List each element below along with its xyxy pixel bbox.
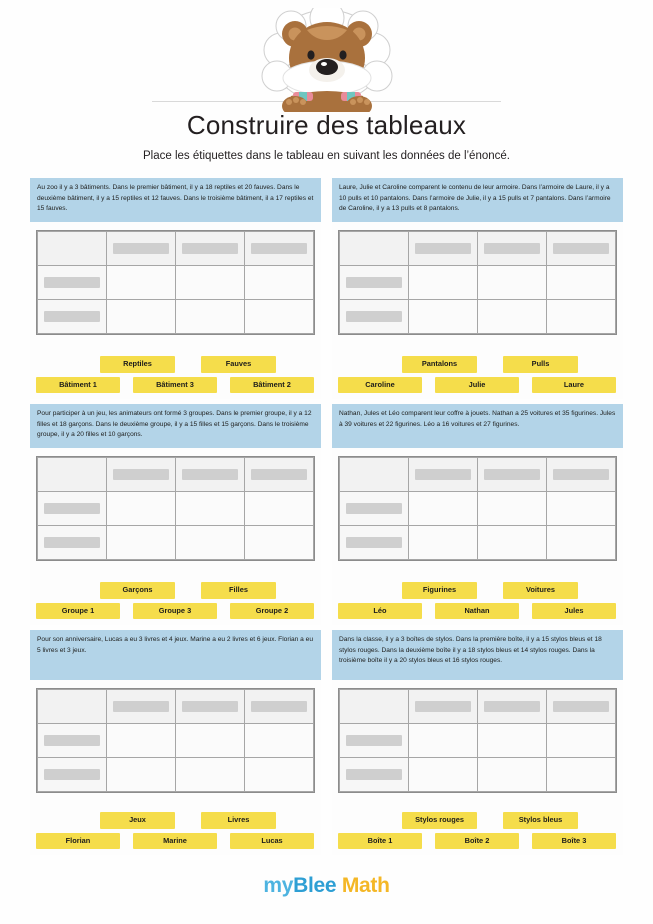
drop-slot: [415, 469, 471, 480]
drop-table-wrapper: [338, 230, 617, 335]
label-tag[interactable]: Julie: [435, 377, 519, 393]
drop-slot: [553, 701, 609, 712]
label-tags: [36, 352, 315, 393]
table-cell: [107, 300, 176, 334]
table-cell-corner: [340, 232, 409, 266]
exercise-statement: Pour son anniversaire, Lucas a eu 3 livres et 4 jeux. Marine a eu 2 livres et 6 jeux. Florian a eu 5 livres et 3 jeux.: [30, 630, 321, 680]
table-cell: [409, 492, 478, 526]
label-tag[interactable]: Florian: [36, 833, 120, 849]
drop-slot: [346, 311, 402, 322]
table-row: [38, 492, 314, 526]
drop-zone-header-1[interactable]: [107, 690, 176, 724]
table-cell: [107, 724, 176, 758]
table-cell: [176, 300, 245, 334]
label-tag[interactable]: Groupe 1: [36, 603, 120, 619]
label-tag[interactable]: Filles: [201, 582, 276, 598]
label-tag[interactable]: Marine: [133, 833, 217, 849]
label-tags: [338, 352, 617, 393]
drop-slot: [113, 243, 169, 254]
label-tag-row-bottom: [338, 833, 617, 849]
label-tag[interactable]: Bâtiment 2: [230, 377, 314, 393]
drop-slot: [251, 243, 307, 254]
drop-slot: [346, 277, 402, 288]
label-tag[interactable]: Groupe 2: [230, 603, 314, 619]
table-cell: [547, 266, 616, 300]
drop-zone-row-1[interactable]: [38, 492, 107, 526]
drop-table-wrapper: [36, 230, 315, 335]
table-cell: [547, 492, 616, 526]
table-cell: [176, 526, 245, 560]
drop-zone-row-1[interactable]: [340, 492, 409, 526]
table-cell: [107, 266, 176, 300]
drop-slot: [484, 469, 540, 480]
table-row: [340, 690, 616, 724]
table-row: [340, 266, 616, 300]
label-tag[interactable]: Bâtiment 1: [36, 377, 120, 393]
table-row: [38, 300, 314, 334]
page-subtitle: Place les étiquettes dans le tableau en suivant les données de l’énoncé.: [143, 150, 510, 162]
drop-zone-header-3[interactable]: [245, 458, 314, 492]
label-tag-row-top: [338, 356, 617, 372]
table-row: [38, 690, 314, 724]
label-tag-row-bottom: [36, 377, 315, 393]
label-tag-row-top: [36, 356, 315, 372]
exercise-anniversaire: [30, 630, 321, 855]
table-cell: [409, 526, 478, 560]
drop-zone-row-2[interactable]: [340, 526, 409, 560]
drop-slot: [44, 311, 100, 322]
table-cell: [107, 758, 176, 792]
label-tag[interactable]: Garçons: [100, 582, 175, 598]
table-cell: [245, 266, 314, 300]
label-tags: [338, 578, 617, 619]
table-row: [340, 492, 616, 526]
table-cell: [245, 300, 314, 334]
label-tag[interactable]: Boîte 1: [338, 833, 422, 849]
drop-zone-row-1[interactable]: [340, 724, 409, 758]
drop-slot: [251, 469, 307, 480]
label-tag[interactable]: Figurines: [402, 582, 477, 598]
drop-table: [339, 457, 616, 560]
label-tag[interactable]: Stylos bleus: [503, 812, 578, 828]
drop-zone-header-2[interactable]: [176, 232, 245, 266]
drop-slot: [251, 701, 307, 712]
table-cell: [409, 266, 478, 300]
label-tag-row-bottom: [338, 377, 617, 393]
logo-text-my: my: [263, 874, 294, 897]
label-tag[interactable]: Nathan: [435, 603, 519, 619]
drop-zone-header-3[interactable]: [547, 232, 616, 266]
drop-slot: [553, 469, 609, 480]
label-tag-row-bottom: [338, 603, 617, 619]
label-tag[interactable]: Voitures: [503, 582, 578, 598]
drop-slot: [553, 243, 609, 254]
table-cell: [409, 724, 478, 758]
table-cell: [478, 266, 547, 300]
drop-slot: [44, 735, 100, 746]
drop-zone-row-1[interactable]: [340, 266, 409, 300]
table-cell: [107, 492, 176, 526]
table-row: [340, 232, 616, 266]
table-cell: [176, 724, 245, 758]
label-tag-row-bottom: [36, 603, 315, 619]
table-row: [340, 724, 616, 758]
label-tag[interactable]: Boîte 3: [532, 833, 616, 849]
drop-slot: [44, 277, 100, 288]
drop-zone-row-1[interactable]: [38, 266, 107, 300]
drop-zone-row-2[interactable]: [38, 758, 107, 792]
drop-table-wrapper: [338, 456, 617, 561]
exercise-jouets: [332, 404, 623, 625]
label-tag[interactable]: Fauves: [201, 356, 276, 372]
table-row: [38, 458, 314, 492]
drop-zone-row-2[interactable]: [340, 300, 409, 334]
drop-slot: [484, 243, 540, 254]
bear-mascot-icon: [247, 8, 407, 112]
table-row: [340, 758, 616, 792]
drop-zone-header-3[interactable]: [245, 690, 314, 724]
table-cell: [245, 758, 314, 792]
table-row: [38, 758, 314, 792]
drop-zone-row-2[interactable]: [38, 300, 107, 334]
table-cell: [547, 724, 616, 758]
table-cell-corner: [340, 690, 409, 724]
page-title: Construire des tableaux: [186, 110, 467, 140]
table-cell-corner: [38, 232, 107, 266]
table-row: [340, 458, 616, 492]
drop-zone-header-2[interactable]: [176, 690, 245, 724]
drop-table: [339, 231, 616, 334]
drop-table-wrapper: [338, 688, 617, 793]
table-row: [38, 232, 314, 266]
table-cell: [478, 526, 547, 560]
label-tag[interactable]: Boîte 2: [435, 833, 519, 849]
table-cell: [478, 758, 547, 792]
drop-zone-header-1[interactable]: [107, 232, 176, 266]
table-row: [340, 300, 616, 334]
drop-zone-header-1[interactable]: [409, 232, 478, 266]
drop-zone-header-1[interactable]: [107, 458, 176, 492]
label-tag[interactable]: Lucas: [230, 833, 314, 849]
label-tags: [36, 578, 315, 619]
drop-zone-row-2[interactable]: [38, 526, 107, 560]
table-cell-corner: [340, 458, 409, 492]
table-row: [38, 526, 314, 560]
drop-table-wrapper: [36, 688, 315, 793]
table-cell: [176, 492, 245, 526]
drop-table: [37, 689, 314, 792]
label-tag-row-top: [36, 812, 315, 828]
label-tag[interactable]: Groupe 3: [133, 603, 217, 619]
label-tags: [338, 808, 617, 849]
table-cell: [478, 300, 547, 334]
table-cell: [547, 300, 616, 334]
logo-text-blee: Blee: [293, 874, 337, 897]
table-row: [340, 526, 616, 560]
worksheet-header: [0, 0, 653, 172]
table-cell: [478, 724, 547, 758]
table-row: [38, 724, 314, 758]
drop-slot: [113, 701, 169, 712]
exercise-grid: [30, 178, 623, 855]
drop-zone-header-3[interactable]: [547, 690, 616, 724]
table-row: [38, 266, 314, 300]
label-tag[interactable]: Pantalons: [402, 356, 477, 372]
label-tag-row-top: [338, 812, 617, 828]
table-cell-corner: [38, 690, 107, 724]
myblee-math-logo: [0, 874, 653, 898]
exercise-groupes: [30, 404, 321, 625]
drop-slot: [44, 537, 100, 548]
drop-slot: [415, 701, 471, 712]
exercise-stylos: [332, 630, 623, 855]
drop-zone-header-2[interactable]: [478, 232, 547, 266]
drop-slot: [182, 243, 238, 254]
table-cell: [107, 526, 176, 560]
table-cell: [245, 724, 314, 758]
drop-zone-header-3[interactable]: [245, 232, 314, 266]
label-tag[interactable]: Stylos rouges: [402, 812, 477, 828]
label-tag-row-bottom: [36, 833, 315, 849]
label-tag[interactable]: Laure: [532, 377, 616, 393]
drop-zone-row-1[interactable]: [38, 724, 107, 758]
exercise-statement: Au zoo il y a 3 bâtiments. Dans le premier bâtiment, il y a 18 reptiles et 20 fauves. Dans le deuxième bâtiment, il y a 15 reptiles et 12 fauves. Dans le troisième bâtiment, il a 17 reptiles et 15 fauves.: [30, 178, 321, 222]
table-cell: [245, 492, 314, 526]
drop-slot: [44, 503, 100, 514]
label-tag[interactable]: Jules: [532, 603, 616, 619]
worksheet-footer: [0, 874, 653, 898]
drop-slot: [415, 243, 471, 254]
logo-text-math: Math: [341, 874, 390, 897]
table-cell: [478, 492, 547, 526]
drop-slot: [113, 469, 169, 480]
drop-zone-header-1[interactable]: [409, 690, 478, 724]
label-tag-row-top: [36, 582, 315, 598]
table-cell: [176, 266, 245, 300]
drop-zone-row-2[interactable]: [340, 758, 409, 792]
drop-slot: [346, 537, 402, 548]
table-cell: [547, 526, 616, 560]
label-tag[interactable]: Caroline: [338, 377, 422, 393]
exercise-zoo: [30, 178, 321, 399]
table-cell: [245, 526, 314, 560]
exercise-statement: Dans la classe, il y a 3 boîtes de stylos. Dans la première boîte, il y a 15 stylos bleus et 18 stylos rouges. Dans la deuxième boîte il y a 18 stylos bleus et 14 stylos rouges. Dans la troisième boîte il y a 20 stylos bleus et 16 stylos rouges.: [332, 630, 623, 680]
drop-zone-header-3[interactable]: [547, 458, 616, 492]
drop-zone-header-2[interactable]: [176, 458, 245, 492]
exercise-statement: Nathan, Jules et Léo comparent leur coffre à jouets. Nathan a 25 voitures et 35 figurines. Jules à 39 voitures et 22 figurines. Léo a 16 voitures et 27 figurines.: [332, 404, 623, 448]
table-cell: [409, 300, 478, 334]
drop-table: [339, 689, 616, 792]
exercise-statement: Pour participer à un jeu, les animateurs ont formé 3 groupes. Dans le premier groupe, il y a 12 filles et 18 garçons. Dans le deuxième groupe, il y a 15 filles et 15 garçons. Dans le troisième groupe, il y a 20 filles et 10 garçons.: [30, 404, 321, 448]
drop-zone-header-2[interactable]: [478, 690, 547, 724]
drop-zone-header-2[interactable]: [478, 458, 547, 492]
table-cell: [176, 758, 245, 792]
label-tag[interactable]: Jeux: [100, 812, 175, 828]
table-cell: [409, 758, 478, 792]
drop-slot: [346, 503, 402, 514]
drop-table: [37, 457, 314, 560]
drop-slot: [182, 469, 238, 480]
table-cell: [547, 758, 616, 792]
drop-slot: [346, 769, 402, 780]
drop-zone-header-1[interactable]: [409, 458, 478, 492]
label-tag[interactable]: Reptiles: [100, 356, 175, 372]
drop-table: [37, 231, 314, 334]
table-cell-corner: [38, 458, 107, 492]
label-tag[interactable]: Pulls: [503, 356, 578, 372]
drop-slot: [182, 701, 238, 712]
label-tag[interactable]: Bâtiment 3: [133, 377, 217, 393]
drop-slot: [44, 769, 100, 780]
label-tag-row-top: [338, 582, 617, 598]
drop-table-wrapper: [36, 456, 315, 561]
drop-slot: [484, 701, 540, 712]
exercise-armoire: [332, 178, 623, 399]
label-tag[interactable]: Livres: [201, 812, 276, 828]
exercise-statement: Laure, Julie et Caroline comparent le contenu de leur armoire. Dans l’armoire de Laure, il y a 10 pulls et 10 pantalons. Dans l’armoire de Julie, il y a 15 pulls et 7 pantalons. Dans l’armoire de Caroline, il y a 13 pulls et 8 pantalons.: [332, 178, 623, 222]
drop-slot: [346, 735, 402, 746]
label-tag[interactable]: Léo: [338, 603, 422, 619]
label-tags: [36, 808, 315, 849]
